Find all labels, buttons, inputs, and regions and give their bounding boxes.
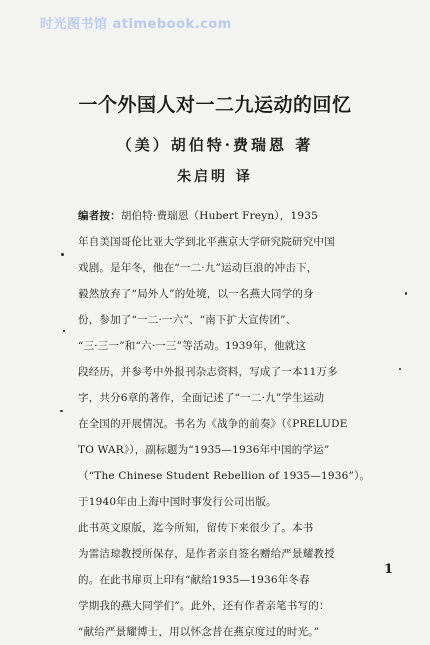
text-line: 的。在此书扉页上印有“献给1935—1936年冬春 [78,574,310,586]
text-line: 年自美国哥伦比亚大学到北平燕京大学研究院研究中国 [78,236,335,248]
page-number: 1 [384,562,394,577]
editor-note-label: 编者按： [78,210,121,222]
article-author: （美）胡伯特·费瑞恩 著 [116,136,314,154]
text-line: “献给严景耀博士，用以怀念昔在燕京度过的时光。” [78,626,320,638]
text-line: 于1940年由上海中国时事发行公司出版。 [78,496,277,508]
text-line: TO WAR》），副标题为“1935—1936年中国的学运” [78,444,330,456]
article-translator: 朱启明 译 [177,169,253,185]
text-line: 字，共分6章的著作，全面记述了“一二·九”学生运动 [78,392,325,404]
text-line: 份，参加了“一二·一六”、“南下扩大宣传团”、 [78,314,297,326]
text-line: “三·三一”和“六·一三”等活动。1939年，他就这 [78,340,307,352]
scan-speck [399,368,401,370]
scan-speck [60,410,63,412]
scan-speck [405,292,407,295]
text-line: 此书英文原版，迄今所知，留传下来很少了。本书 [78,522,314,534]
article-title: 一个外国人对一二九运动的回忆 [78,94,352,116]
text-line: 段经历，并参考中外报刊杂志资料，写成了一本11万多 [78,366,338,378]
scan-speck [61,253,64,256]
text-line: 戏剧。是年冬，他在“一二·九”运动巨浪的冲击下， [78,262,318,274]
editor-note [78,203,398,645]
text-line: 在全国的开展情况。书名为《战争的前奏》（《PRELUDE [78,418,348,430]
scan-speck [63,330,65,332]
watermark: 时光图书馆 atimebook.com [40,17,232,32]
text-line: 编者按：胡伯特·费瑞恩（Hubert Freyn），1935 [78,210,318,222]
text-line: （“The Chinese Student Rebellion of 1935—1936”）。 [78,470,371,482]
text-line: 毅然放弃了“局外人”的处境，以一名燕大同学的身 [78,288,314,300]
text-line: 为雷洁琼教授所保存，是作者亲自签名赠给严景耀教授 [78,548,335,560]
text-line: 学期我的燕大同学们”。此外，还有作者亲笔书写的： [78,600,330,612]
